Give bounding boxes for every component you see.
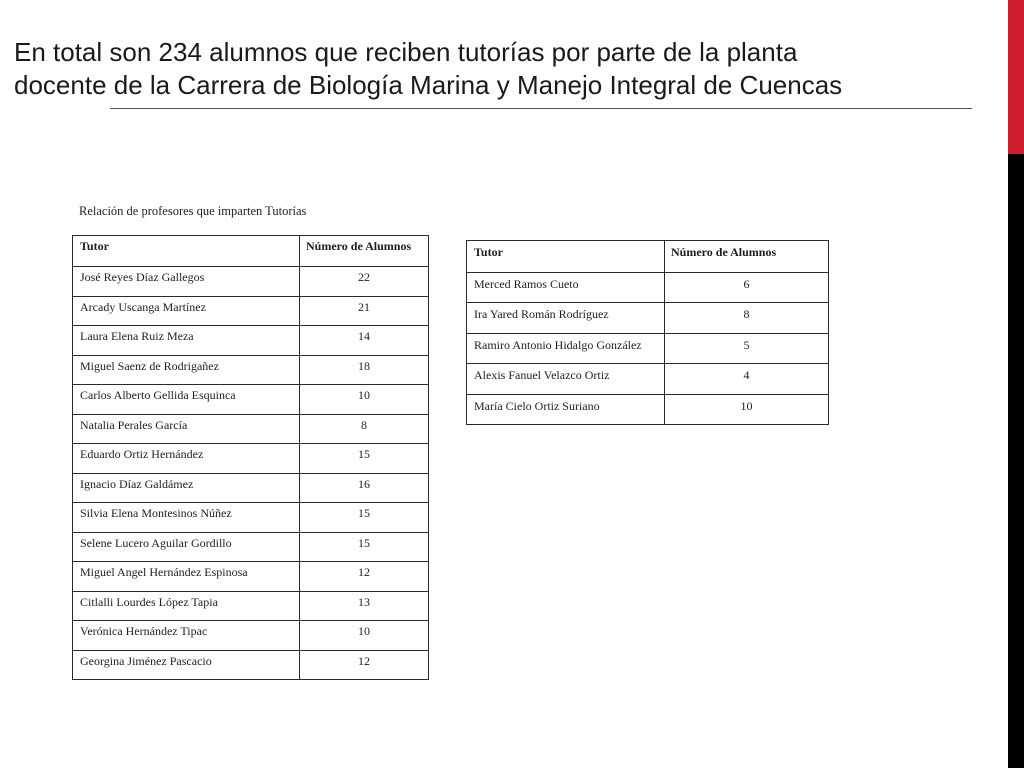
table-row	[73, 384, 428, 414]
table-row	[73, 355, 428, 385]
tutors-table-main	[72, 235, 429, 680]
column-header-tutor: Tutor	[80, 239, 109, 253]
table-row	[73, 532, 428, 562]
tutor-name-cell: Eduardo Ortiz Hernández	[80, 447, 204, 461]
student-count-cell: 6	[664, 273, 828, 302]
slide-title	[14, 36, 999, 102]
tutor-name-cell: María Cielo Ortiz Suriano	[474, 398, 600, 413]
table-row	[73, 443, 428, 473]
student-count-cell: 14	[299, 326, 428, 355]
tutor-name-cell: Citlalli Lourdes López Tapia	[80, 594, 218, 609]
student-count-cell: 10	[664, 395, 828, 424]
table-row	[467, 302, 828, 332]
student-count-cell: 15	[299, 444, 428, 473]
student-count-cell: 12	[299, 651, 428, 680]
student-count-cell: 4	[664, 364, 828, 393]
accent-bar-top	[1008, 0, 1024, 154]
table-row	[467, 333, 828, 363]
tutor-name-cell: Ira Yared Román Rodríguez	[474, 307, 609, 322]
student-count-cell: 5	[664, 334, 828, 363]
table-row	[73, 414, 428, 444]
tutor-name-cell: Ignacio Díaz Galdámez	[80, 476, 194, 491]
slide-title-line-2: docente de la Carrera de Biología Marina y Manejo Integral de Cuencas	[14, 70, 843, 100]
tutor-name-cell: Arcady Uscanga Martínez	[80, 299, 206, 314]
student-count-cell: 16	[299, 474, 428, 503]
tutor-name-cell: Carlos Alberto Gellida Esquinca	[80, 388, 236, 402]
slide-title-line-1: En total son 234 alumnos que reciben tutorías por parte de la planta	[14, 37, 798, 67]
student-count-cell: 10	[299, 385, 428, 414]
table-row	[73, 296, 428, 326]
student-count-cell: 21	[299, 297, 428, 326]
student-count-cell: 10	[299, 621, 428, 650]
table-caption: Relación de profesores que imparten Tutorías	[79, 204, 307, 218]
table-row	[73, 473, 428, 503]
table-row	[73, 266, 428, 296]
student-count-cell: 22	[299, 267, 428, 296]
tutors-table-secondary	[466, 240, 829, 425]
student-count-cell: 15	[299, 503, 428, 532]
tutor-name-cell: Georgina Jiménez Pascacio	[80, 653, 212, 668]
table-row	[467, 272, 828, 302]
tutor-name-cell: Miguel Saenz de Rodrigañez	[80, 358, 219, 373]
table-row	[467, 363, 828, 393]
tutor-name-cell: Silvia Elena Montesinos Núñez	[80, 506, 232, 520]
table-row	[73, 650, 428, 680]
student-count-cell: 12	[299, 562, 428, 591]
student-count-cell: 8	[299, 415, 428, 444]
table-row	[73, 502, 428, 532]
table-header-row	[467, 241, 828, 272]
title-underline	[110, 108, 972, 109]
tutor-name-cell: Natalia Perales García	[80, 417, 188, 432]
tutor-name-cell: Miguel Angel Hernández Espinosa	[80, 565, 248, 579]
table-row	[73, 561, 428, 591]
student-count-cell: 18	[299, 356, 428, 385]
table-row	[73, 620, 428, 650]
student-count-cell: 13	[299, 592, 428, 621]
tutor-name-cell: Ramiro Antonio Hidalgo González	[474, 337, 642, 352]
table-row	[73, 325, 428, 355]
table-header-row	[73, 236, 428, 266]
tutor-name-cell: José Reyes Díaz Gallegos	[80, 270, 205, 284]
tutor-name-cell: Verónica Hernández Tipac	[80, 624, 208, 638]
column-header-student-count: Número de Alumnos	[299, 236, 428, 266]
tutor-name-cell: Merced Ramos Cueto	[474, 277, 579, 291]
column-header-student-count: Número de Alumnos	[664, 241, 828, 272]
accent-bar-bottom	[1008, 154, 1024, 768]
table-row	[467, 394, 828, 424]
tutor-name-cell: Laura Elena Ruiz Meza	[80, 329, 194, 343]
table-row	[73, 591, 428, 621]
tutor-name-cell: Alexis Fanuel Velazco Ortiz	[474, 368, 610, 383]
column-header-tutor: Tutor	[474, 245, 503, 259]
student-count-cell: 8	[664, 303, 828, 332]
student-count-cell: 15	[299, 533, 428, 562]
tutor-name-cell: Selene Lucero Aguilar Gordillo	[80, 535, 232, 550]
